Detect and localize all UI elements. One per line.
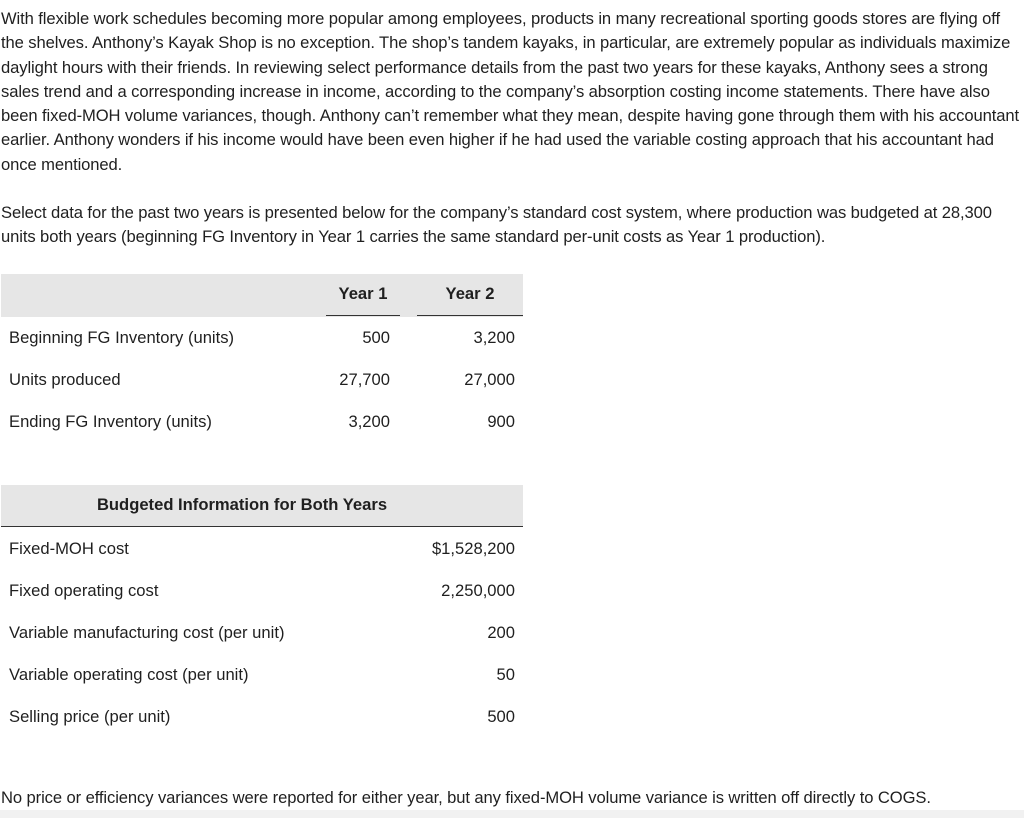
beginning-inventory-year2: 3,200 <box>473 328 515 347</box>
row-label-units-produced: Units produced <box>9 370 121 389</box>
year1-column-header: Year 1 <box>338 284 388 303</box>
footer-note: No price or efficiency variances were reported for either year, but any fixed-MOH volume variance is written off directly to COGS. <box>1 788 931 807</box>
selling-price-value: 500 <box>487 707 515 726</box>
bottom-divider <box>0 810 1024 818</box>
row-label-ending-inventory: Ending FG Inventory (units) <box>9 412 212 431</box>
row-label-fixed-moh-cost: Fixed-MOH cost <box>9 539 129 558</box>
year2-header-underline <box>417 315 523 316</box>
budget-table-title: Budgeted Information for Both Years <box>96 495 388 514</box>
ending-inventory-year1: 3,200 <box>348 412 390 431</box>
row-label-variable-manufacturing-cost: Variable manufacturing cost (per unit) <box>9 623 285 642</box>
fixed-operating-cost-value: 2,250,000 <box>441 581 515 600</box>
units-produced-year1: 27,700 <box>339 370 390 389</box>
row-label-variable-operating-cost: Variable operating cost (per unit) <box>9 665 249 684</box>
year2-column-header: Year 2 <box>445 284 495 303</box>
units-produced-year2: 27,000 <box>464 370 515 389</box>
row-label-beginning-inventory: Beginning FG Inventory (units) <box>9 328 235 347</box>
beginning-inventory-year1: 500 <box>362 328 390 347</box>
row-label-fixed-operating-cost: Fixed operating cost <box>9 581 159 600</box>
ending-inventory-year2: 900 <box>487 412 515 431</box>
intro-paragraph: With flexible work schedules becoming more popular among employees, products in many recreational sporting goods stores are flying off the shelves. Anthony’s Kayak Shop is no exception. The shop’s tandem kayaks, in particular, are extremely popular as individuals maximize daylight hours with their friends. In reviewing select performance details from the past two years for these kayaks, Anthony sees a strong sales trend and a corresponding increase in income, according to the company’s absorption costing income statements. There have also been fixed-MOH volume variances, though. Anthony can’t remember what they mean, despite having gone through them with his accountant earlier. Anthony wonders if his income would have been even higher if he had used the variable costing approach that his accountant had once mentioned. <box>1 9 1020 174</box>
year1-header-underline <box>326 315 400 316</box>
select-data-paragraph: Select data for the past two years is presented below for the company’s standard cost system, where production was budgeted at 28,300 units both years (beginning FG Inventory in Year 1 carries the same standard per-unit costs as Year 1 production). <box>1 203 992 247</box>
variable-operating-cost-value: 50 <box>496 665 515 684</box>
variable-manufacturing-cost-value: 200 <box>487 623 515 642</box>
row-label-selling-price: Selling price (per unit) <box>9 707 171 726</box>
fixed-moh-cost-value: $1,528,200 <box>431 539 515 558</box>
